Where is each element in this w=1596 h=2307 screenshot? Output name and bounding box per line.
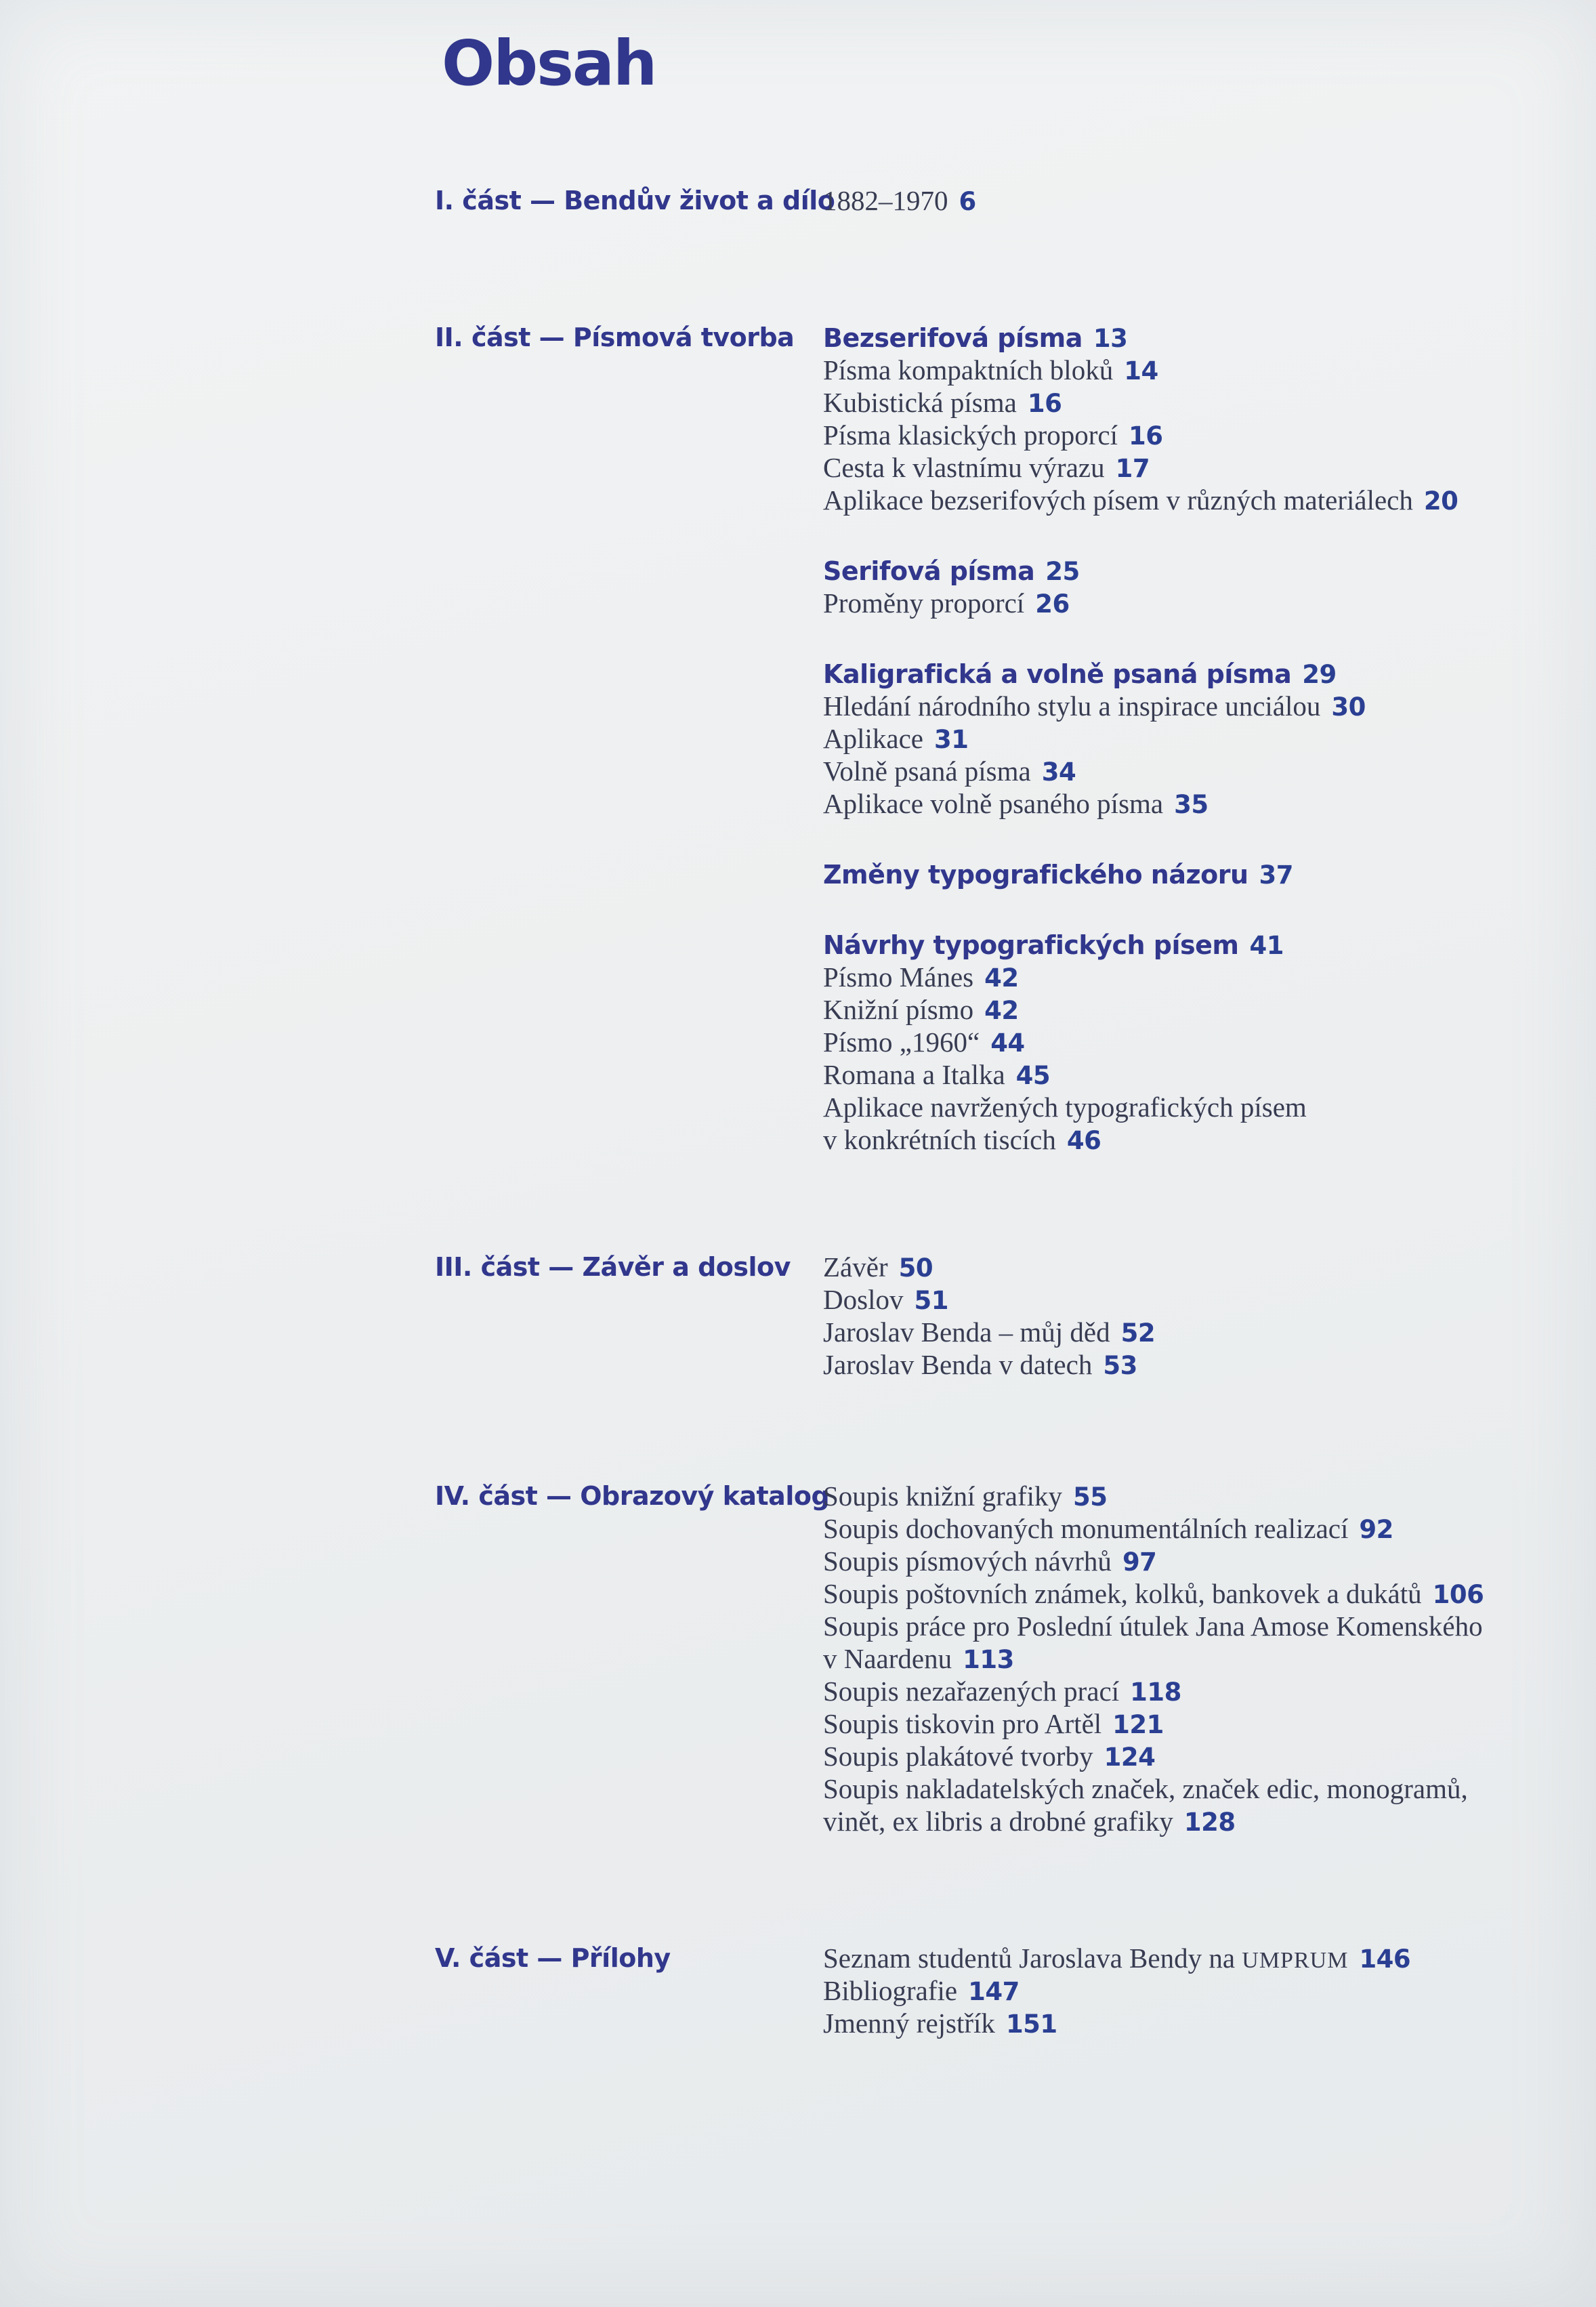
entry-line: [823, 1675, 1484, 1707]
entry-line: [823, 484, 1458, 516]
entry-line: [823, 1942, 1410, 1974]
entry-line: [823, 1251, 1155, 1283]
entry-page-number: 13: [1093, 324, 1128, 353]
entry-line: [823, 1123, 1458, 1156]
entry-line: [823, 1283, 1155, 1316]
entry-page-number: 6: [959, 187, 976, 216]
entry-text: Bezserifová písma: [823, 323, 1083, 353]
entry-text: Kubistická písma: [823, 387, 1017, 418]
entry-line: [823, 1974, 1410, 2007]
entry-group: [823, 184, 976, 217]
entry-text: Návrhy typografických písem: [823, 930, 1239, 960]
section-label: I. část — Bendův život a dílo: [435, 186, 835, 215]
entry-text: Soupis tiskovin pro Artěl: [823, 1708, 1102, 1739]
entry-line: [823, 1316, 1155, 1348]
entry-line: [823, 993, 1458, 1026]
toc-entry: [823, 484, 1458, 516]
entry-page-number: 42: [984, 963, 1019, 993]
entry-text: Aplikace bezserifových písem v různých materiálech: [823, 484, 1413, 516]
entry-group: [823, 1251, 1155, 1381]
toc-entry: [823, 690, 1458, 722]
entry-text: Cesta k vlastnímu výrazu: [823, 452, 1105, 483]
toc-entry: [823, 1283, 1155, 1316]
toc-entry: [823, 184, 976, 217]
entry-page-number: 31: [933, 725, 969, 754]
section-entries: [823, 184, 976, 217]
entry-line: [823, 419, 1458, 451]
entry-smallcaps: UMPRUM: [1242, 1948, 1349, 1973]
entry-text: Soupis písmových návrhů: [823, 1545, 1112, 1577]
entry-text: Serifová písma: [823, 556, 1035, 586]
entry-text: Písma kompaktních bloků: [823, 354, 1114, 386]
entry-page-number: 26: [1035, 589, 1070, 619]
entry-group: [823, 1942, 1410, 2039]
entry-text: Knižní písmo: [823, 994, 974, 1025]
entry-text: Soupis plakátové tvorby: [823, 1741, 1093, 1772]
toc-entry: [823, 1058, 1458, 1091]
entry-group: [823, 657, 1458, 820]
entry-text: Bibliografie: [823, 1975, 958, 2006]
entry-page-number: 37: [1259, 860, 1294, 890]
entry-page-number: 106: [1432, 1580, 1484, 1609]
entry-text: Písma klasických proporcí: [823, 419, 1118, 451]
toc-entry: [823, 1026, 1458, 1058]
entry-line: [823, 354, 1458, 386]
entry-page-number: 44: [990, 1028, 1025, 1058]
entry-line: [823, 1512, 1484, 1545]
toc-entry: [823, 858, 1458, 890]
entry-page-number: 46: [1066, 1126, 1101, 1155]
entry-line: [823, 451, 1458, 484]
entry-text: Aplikace navržených typografických písem: [823, 1092, 1307, 1123]
entry-line: [823, 587, 1458, 619]
entry-text: Aplikace: [823, 723, 923, 754]
entry-line: [823, 184, 976, 217]
toc-entry: [823, 2007, 1410, 2039]
entry-page-number: 17: [1115, 454, 1150, 483]
entry-text: Závěr: [823, 1251, 888, 1283]
entry-text: Soupis poštovních známek, kolků, bankovek a dukátů: [823, 1578, 1422, 1609]
toc-entry: [823, 1091, 1458, 1156]
entry-text: Písmo „1960“: [823, 1026, 980, 1058]
toc-entry: [823, 1480, 1484, 1512]
entry-text: v Naardenu: [823, 1643, 952, 1674]
section-label: V. část — Přílohy: [435, 1943, 671, 1973]
section-entries: [823, 1480, 1484, 1837]
section-entries: [823, 1251, 1155, 1381]
entry-line: [823, 928, 1458, 961]
entry-page-number: 25: [1045, 557, 1080, 586]
entry-line: [823, 1480, 1484, 1512]
entry-text: Písmo Mánes: [823, 961, 974, 993]
section-label: III. část — Závěr a doslov: [435, 1252, 791, 1282]
entry-group: [823, 1480, 1484, 1837]
toc-entry: [823, 1545, 1484, 1577]
toc-entry: [823, 961, 1458, 993]
entry-line: [823, 1348, 1155, 1381]
toc-entry: [823, 787, 1458, 820]
toc-entry: [823, 1772, 1484, 1837]
toc-entry: [823, 755, 1458, 787]
section-label: II. část — Písmová tvorba: [435, 323, 795, 352]
toc-entry: [823, 1577, 1484, 1610]
entry-line: [823, 1772, 1484, 1805]
entry-line: [823, 755, 1458, 787]
entry-page-number: 147: [968, 1977, 1020, 2006]
entry-text: Soupis knižní grafiky: [823, 1480, 1063, 1512]
entry-page-number: 55: [1073, 1482, 1108, 1512]
toc-entry: [823, 1707, 1484, 1740]
entry-page-number: 124: [1104, 1743, 1156, 1772]
entry-line: [823, 1026, 1458, 1058]
entry-line: [823, 657, 1458, 690]
entry-line: [823, 1577, 1484, 1610]
toc-entry: [823, 1974, 1410, 2007]
toc-entry: [823, 386, 1458, 419]
entry-text: Volně psaná písma: [823, 755, 1031, 787]
toc-entry: [823, 1316, 1155, 1348]
entry-text: Seznam studentů Jaroslava Bendy na UMPRUM: [823, 1942, 1349, 1974]
entry-line: [823, 1091, 1458, 1123]
toc-entry: [823, 354, 1458, 386]
entry-text: Proměny proporcí: [823, 587, 1025, 619]
entry-page-number: 42: [984, 996, 1019, 1025]
entry-text: Soupis dochovaných monumentálních realizací: [823, 1513, 1349, 1544]
entry-page-number: 14: [1124, 356, 1158, 386]
toc-entry: [823, 657, 1458, 690]
entry-line: [823, 787, 1458, 820]
section-label: IV. část — Obrazový katalog: [435, 1481, 830, 1511]
toc-entry: [823, 928, 1458, 961]
entry-text: Hledání národního stylu a inspirace unciálou: [823, 690, 1321, 722]
toc-entry: [823, 722, 1458, 755]
entry-page-number: 97: [1122, 1547, 1157, 1577]
entry-line: [823, 1805, 1484, 1837]
entry-line: [823, 1642, 1484, 1675]
entry-page-number: 121: [1112, 1710, 1164, 1739]
entry-line: [823, 858, 1458, 890]
entry-group: [823, 321, 1458, 516]
entry-page-number: 151: [1005, 2010, 1057, 2039]
entry-page-number: 50: [898, 1253, 933, 1283]
entry-text: Jaroslav Benda – můj děd: [823, 1316, 1110, 1348]
entry-page-number: 30: [1331, 692, 1366, 722]
entry-line: [823, 722, 1458, 755]
entry-line: [823, 1545, 1484, 1577]
entry-page-number: 45: [1015, 1061, 1051, 1090]
toc-entry: [823, 554, 1458, 587]
toc-entry: [823, 1675, 1484, 1707]
entry-line: [823, 1707, 1484, 1740]
entry-text: Jmenný rejstřík: [823, 2008, 995, 2039]
entry-text: Soupis nakladatelských značek, značek edic, monogramů,: [823, 1773, 1468, 1804]
toc-entry: [823, 1740, 1484, 1772]
entry-line: [823, 554, 1458, 587]
toc-entry: [823, 993, 1458, 1026]
entry-page-number: 118: [1130, 1678, 1181, 1707]
entry-page-number: 51: [914, 1286, 948, 1315]
section-entries: [823, 1942, 1410, 2039]
toc-entry: [823, 1348, 1155, 1381]
entry-text: Doslov: [823, 1284, 904, 1315]
toc-entry: [823, 419, 1458, 451]
entry-page-number: 16: [1128, 421, 1163, 451]
entry-page-number: 92: [1359, 1515, 1393, 1544]
entry-line: [823, 1058, 1458, 1091]
section-entries: [823, 321, 1458, 1156]
toc-entry: [823, 1610, 1484, 1675]
entry-page-number: 20: [1423, 486, 1458, 516]
entry-text: vinět, ex libris a drobné grafiky: [823, 1806, 1173, 1837]
entry-page-number: 35: [1174, 790, 1209, 819]
entry-page-number: 53: [1103, 1351, 1137, 1380]
toc-entry: [823, 1942, 1410, 1974]
toc-entry: [823, 587, 1458, 619]
entry-text: Jaroslav Benda v datech: [823, 1349, 1093, 1380]
entry-line: [823, 1610, 1484, 1642]
entry-text: Aplikace volně psaného písma: [823, 788, 1164, 819]
entry-line: [823, 690, 1458, 722]
toc-entry: [823, 321, 1458, 354]
entry-text: Změny typografického názoru: [823, 860, 1248, 890]
entry-line: [823, 386, 1458, 419]
entry-page-number: 16: [1027, 389, 1062, 418]
entry-page-number: 52: [1120, 1318, 1156, 1348]
entry-text: 1882–1970: [823, 185, 948, 216]
entry-text: Soupis nezařazených prací: [823, 1676, 1120, 1707]
entry-text: v konkrétních tiscích: [823, 1124, 1056, 1155]
entry-page-number: 146: [1359, 1945, 1411, 1974]
toc-entry: [823, 451, 1458, 484]
entry-text: Kaligrafická a volně psaná písma: [823, 659, 1292, 689]
entry-page-number: 128: [1183, 1808, 1236, 1837]
entry-text: Soupis práce pro Poslední útulek Jana Amose Komenského: [823, 1610, 1483, 1642]
entry-line: [823, 1740, 1484, 1772]
entry-line: [823, 961, 1458, 993]
entry-page-number: 41: [1249, 931, 1284, 960]
entry-page-number: 29: [1302, 660, 1337, 689]
entry-group: [823, 858, 1458, 890]
entry-group: [823, 554, 1458, 619]
toc-entry: [823, 1512, 1484, 1545]
page-title: Obsah: [442, 27, 656, 100]
entry-page-number: 113: [963, 1645, 1014, 1674]
entry-text: Romana a Italka: [823, 1059, 1005, 1090]
entry-line: [823, 2007, 1410, 2039]
toc-entry: [823, 1251, 1155, 1283]
entry-group: [823, 928, 1458, 1156]
entry-page-number: 34: [1041, 757, 1076, 787]
entry-line: [823, 321, 1458, 354]
